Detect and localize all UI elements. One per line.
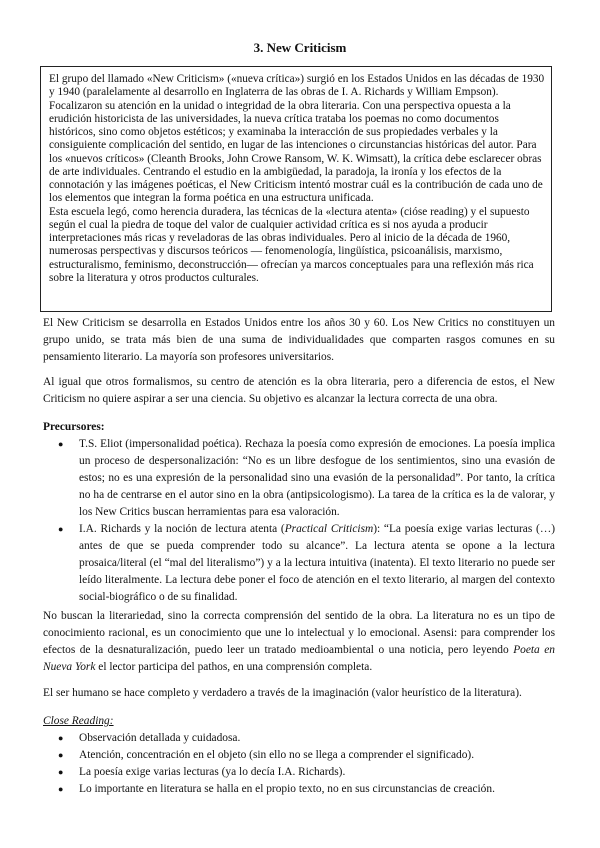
comprension-text-pre: No buscan la literariedad, sino la correcta comprensión del sentido de la obra. La literatura no es un tipo de conocimiento racional, es un conocimiento que une lo intelectual y lo emocional. Asensi: para comprender los efectos de la desnaturalización, puedo leer un tratado medioambiental o una noticia, pero leyendo bbox=[43, 610, 555, 656]
list-item bbox=[79, 436, 555, 521]
paragraph-comprension bbox=[43, 608, 555, 676]
precursores-heading: Precursores: bbox=[43, 421, 105, 433]
close-reading-item: Lo importante en literatura se halla en el propio texto, no en sus circunstancias de creación. bbox=[79, 783, 495, 795]
precursor-richards-text-post: ): “La poesía exige varias lecturas (…) antes de que se pueda comprender todo su alcance”. La lectura atenta se opone a la lectura prosaica/literal (el “mal del literalismo”) y a la lectura intuitiva (inatenta). El texto literario no puede ser leído literalmente. La lectura debe poner el foco de atención en el texto literario, al margen del contexto social-biográfico o de su finalidad. bbox=[79, 523, 556, 603]
paragraph-intro-text: El New Criticism se desarrolla en Estados Unidos entre los años 30 y 60. Los New Critics no constituyen un grupo unido, se trata más bien de una suma de individualidades que comparten rasgos comunes en su pensamiento literario. La mayoría son profesores universitarios. bbox=[43, 317, 555, 363]
practical-criticism-title: Practical Criticism bbox=[284, 523, 374, 535]
precursor-eliot-text: T.S. Eliot (impersonalidad poética). Rechaza la poesía como expresión de emociones. La poesía implica un proceso de despersonalización: “No es un libre desfogue de los sentimientos, sino una evasión de estos; no es una expresión de la personalidad sino una evasión de la personalidad”. Por tanto, la crítica no ha de centrarse en el autor sino en la obra (antipsicologismo). La tarea de la crítica es la de valorar, y los New Critics buscan herramientas para esa valoración. bbox=[79, 438, 555, 518]
paragraph-formalism bbox=[43, 374, 555, 408]
paragraph-humano bbox=[43, 685, 555, 702]
intro-box-paragraph-1: El grupo del llamado «New Criticism» («nueva crítica») surgió en los Estados Unidos en las décadas de 1930 y 1940 (paralelamente al desarrollo en Inglaterra de las obras de I. A. Richards y William Empson). Focalizaron su atención en la unidad o integridad de la obra literaria. Con una perspectiva opuesta a la erudición historicista de las universidades, la nueva crítica trataba los poemas no como documentos históricos, sino como objetos estéticos; y examinaba la interacción de sus propiedades verbales y la consiguiente complicación del sentido, en lugar de las intenciones o circunstancias históricas del autor. Para los «nuevos críticos» (Cleanth Brooks, John Crowe Ransom, W. K. Wimsatt), la crítica debe esclarecer obras de arte individuales. Centrando el estudio en la ambigüedad, la paradoja, la ironía y los efectos de la connotación y las imágenes poéticas, el New Criticism intentó mostrar cuál es la contribución de cada uno de los elementos que integran la forma poética en una estructura unificada. bbox=[49, 73, 545, 205]
list-item bbox=[79, 781, 555, 798]
list-item bbox=[79, 730, 555, 747]
page-title: 3. New Criticism bbox=[253, 40, 347, 55]
precursor-richards-text-pre: I.A. Richards y la noción de lectura atenta ( bbox=[79, 523, 285, 535]
intro-box-paragraph-2: Esta escuela legó, como herencia duradera, las técnicas de la «lectura atenta» (cióse reading) y el supuesto según el cual la piedra de toque del valor de cualquier actividad crítica es si nos ayuda a producir interpretaciones más ricas y reveladoras de las obras individuales. Pero al inicio de la década de 1960, numerosas perspectivas y discursos teóricos — fenomenología, lingüística, psicoanálisis, marxismo, estructuralismo, feminismo, deconstrucción— ofrecían ya marcos conceptuales para una reflexión más rica sobre la literatura y otros productos culturales. bbox=[49, 205, 534, 284]
close-reading-item: Observación detallada y cuidadosa. bbox=[79, 732, 241, 744]
close-reading-section bbox=[43, 713, 555, 798]
intro-box bbox=[40, 66, 552, 312]
list-item bbox=[79, 747, 555, 764]
comprension-text-post: el lector participa del pathos, en una comprensión completa. bbox=[95, 661, 373, 673]
close-reading-item: Atención, concentración en el objeto (sin ello no se llega a comprender el significado). bbox=[79, 749, 475, 761]
paragraph-intro bbox=[43, 315, 555, 366]
poeta-en-nueva-york-title: Poeta en Nueva York bbox=[43, 644, 555, 673]
precursores-section bbox=[43, 419, 555, 606]
list-item bbox=[79, 764, 555, 781]
list-item bbox=[79, 521, 555, 606]
paragraph-formalism-text: Al igual que otros formalismos, su centro de atención es la obra literaria, pero a diferencia de estos, el New Criticism no quiere aspirar a ser una ciencia. Su objetivo es alcanzar la lectura correcta de una obra. bbox=[43, 376, 555, 405]
precursores-list bbox=[43, 436, 555, 606]
paragraph-comprension-text bbox=[43, 608, 555, 676]
paragraph-humano-text: El ser humano se hace completo y verdadero a través de la imaginación (valor heurístico de la literatura). bbox=[43, 687, 522, 699]
close-reading-heading: Close Reading: bbox=[43, 715, 114, 727]
close-reading-list bbox=[43, 730, 555, 798]
close-reading-item: La poesía exige varias lecturas (ya lo decía I.A. Richards). bbox=[79, 766, 346, 778]
